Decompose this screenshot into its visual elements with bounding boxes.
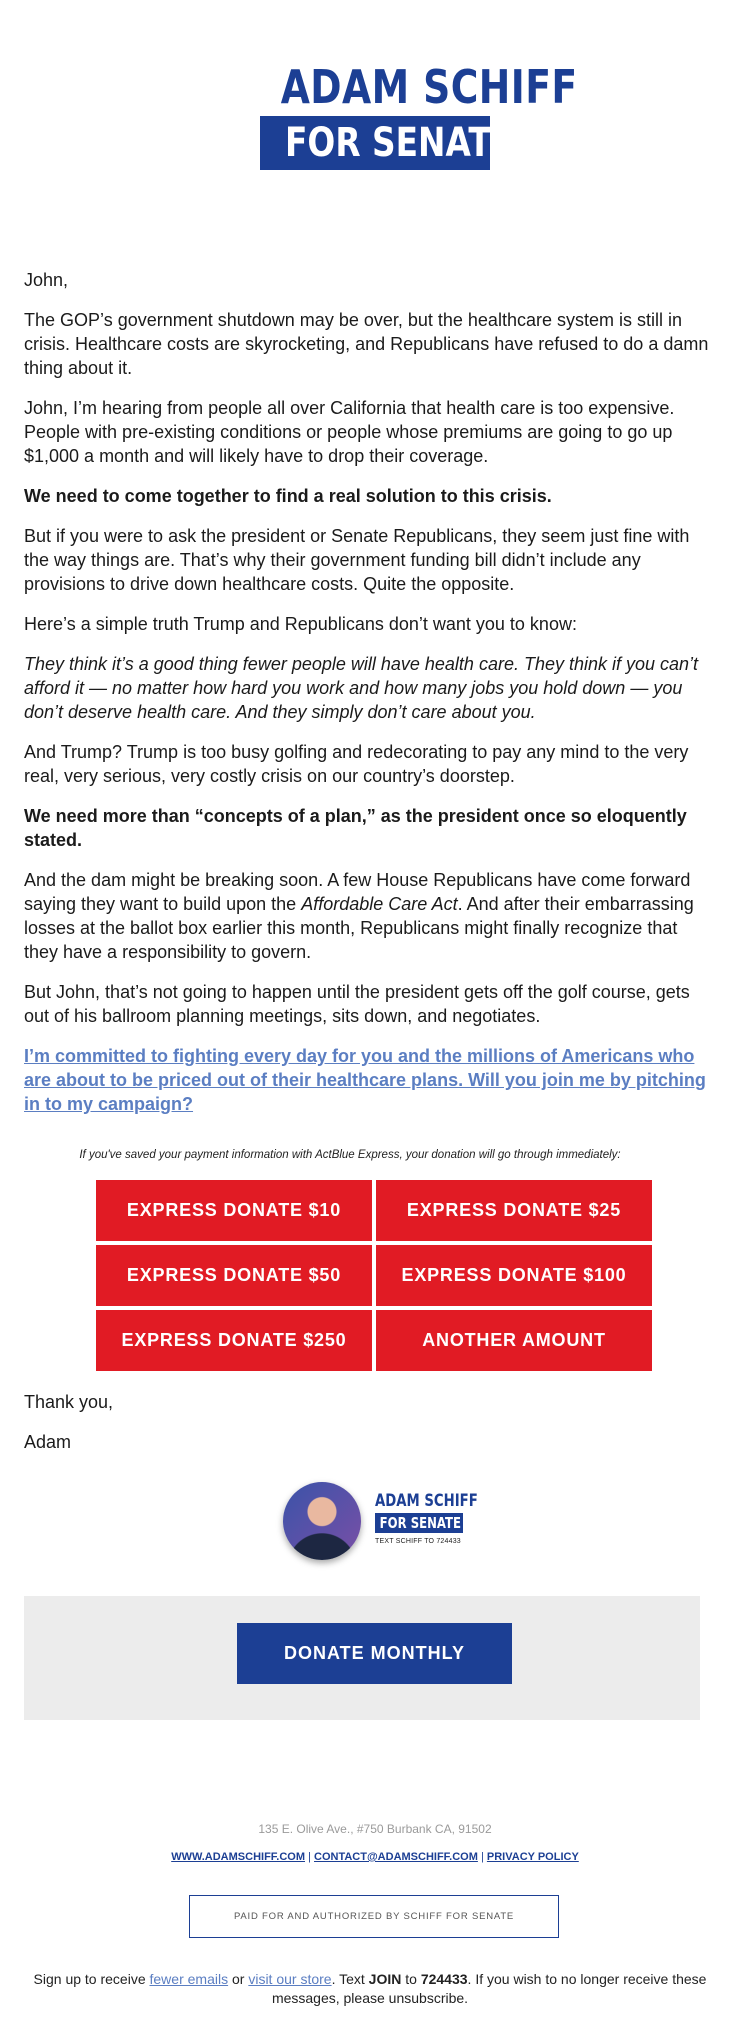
- paragraph-7: And Trump? Trump is too busy golfing and redecorating to pay any mind to the very real, very serious, very costly crisis on our country’s doorstep.: [24, 742, 689, 786]
- signup-text: [30, 1970, 710, 2008]
- donate-monthly-button[interactable]: DONATE MONTHLY: [237, 1623, 512, 1684]
- footer-links: [0, 1851, 750, 1863]
- signature-logo-banner: [375, 1513, 463, 1533]
- paragraph-10: But John, that’s not going to happen until the president gets off the golf course, gets out of his ballroom planning meetings, sits down, and negotiates.: [24, 982, 690, 1026]
- signup-text-3: . Text: [331, 1971, 369, 1987]
- signup-text-1: Sign up to receive: [33, 1971, 150, 1987]
- thank-you: Thank you,: [24, 1392, 114, 1412]
- email-body: [24, 268, 714, 1136]
- express-donate-250-button[interactable]: EXPRESS DONATE $250: [96, 1310, 372, 1371]
- avatar: [283, 1482, 361, 1560]
- express-donate-10-button[interactable]: EXPRESS DONATE $10: [96, 1180, 372, 1241]
- paragraph-1: The GOP’s government shutdown may be over, but the healthcare system is still in crisis. Healthcare costs are skyrocketing, and Republicans have refused to do a damn thing about it.: [24, 310, 709, 378]
- paragraph-9: [24, 868, 714, 964]
- actblue-disclaimer: If you've saved your payment information with ActBlue Express, your donation will go through immediately:: [79, 1149, 621, 1161]
- signature-logo-banner-text: FOR SENATE: [379, 1514, 462, 1532]
- separator: |: [308, 1851, 311, 1863]
- signup-text-5: . If you wish to no longer receive these messages, please unsubscribe.: [271, 1971, 707, 2006]
- separator: |: [480, 1851, 484, 1863]
- greeting: John,: [24, 270, 69, 290]
- paragraph-3-bold: We need to come together to find a real solution to this crisis.: [24, 486, 552, 506]
- paragraph-4: But if you were to ask the president or Senate Republicans, they seem just fine with the way things are. That’s why their government funding bill didn’t include any provisions to drive down healthcare costs. Quite the opposite.: [24, 526, 690, 594]
- join-keyword: JOIN: [368, 1971, 402, 1987]
- signature-text-cta: TEXT SCHIFF TO 724433: [375, 1538, 461, 1545]
- signup-text-4: to: [401, 1971, 421, 1987]
- cta-link[interactable]: I’m committed to fighting every day for you and the millions of Americans who are about to be priced out of their healthcare plans. Will you join me by pitching in to my campaign?: [24, 1046, 706, 1114]
- paragraph-6-italic: They think it’s a good thing fewer people will have health care. They think if you can’t afford it — no matter how hard you work and how many jobs you hold down — you don’t deserve health care. And they simply don’t care about you.: [24, 654, 699, 722]
- express-donate-25-button[interactable]: EXPRESS DONATE $25: [376, 1180, 652, 1241]
- contact-link[interactable]: CONTACT@ADAMSCHIFF.COM: [314, 1851, 478, 1863]
- paragraph-9-start: And the dam might be breaking soon. A few House Republicans have come forward saying they want to build upon the: [24, 870, 691, 914]
- paragraph-8-bold: We need more than “concepts of a plan,” as the president once so eloquently stated.: [24, 806, 687, 850]
- logo-name: ADAM SCHIFF: [280, 60, 578, 114]
- paragraph-5: Here’s a simple truth Trump and Republicans don’t want you to know:: [24, 614, 577, 634]
- privacy-link[interactable]: PRIVACY POLICY: [486, 1851, 579, 1863]
- paragraph-9-end: . And after their embarrassing losses at the ballot box earlier this month, Republicans might finally recognize that they have a responsibility to govern.: [24, 894, 694, 962]
- signoff: [24, 1390, 113, 1470]
- express-donate-100-button[interactable]: EXPRESS DONATE $100: [376, 1245, 652, 1306]
- signature-block: [283, 1482, 483, 1562]
- monthly-box: [24, 1596, 700, 1720]
- visit-store-link[interactable]: visit our store: [248, 1971, 332, 1987]
- paid-for-box: PAID FOR AND AUTHORIZED BY SCHIFF FOR SENATE: [189, 1895, 559, 1938]
- signature-logo-name: ADAM SCHIFF: [375, 1491, 478, 1511]
- aca-italic: Affordable Care Act: [301, 894, 458, 914]
- another-amount-button[interactable]: ANOTHER AMOUNT: [376, 1310, 652, 1371]
- campaign-logo: [260, 60, 578, 170]
- donate-grid: [96, 1180, 654, 1371]
- paragraph-2: John, I’m hearing from people all over California that health care is too expensive. People with pre-existing conditions or people whose premiums are going to go up $1,000 a month and will likely have to drop their coverage.: [24, 398, 675, 466]
- express-donate-50-button[interactable]: EXPRESS DONATE $50: [96, 1245, 372, 1306]
- sender-name: Adam: [24, 1432, 72, 1452]
- logo-banner-text: FOR SENATE: [285, 120, 514, 166]
- fewer-emails-link[interactable]: fewer emails: [149, 1971, 229, 1987]
- website-link[interactable]: WWW.ADAMSCHIFF.COM: [171, 1851, 306, 1863]
- signup-text-2: or: [228, 1971, 249, 1987]
- short-code: 724433: [420, 1971, 468, 1987]
- footer-address: 135 E. Olive Ave., #750 Burbank CA, 91502: [258, 1822, 492, 1836]
- signature-logo: [375, 1491, 478, 1545]
- logo-banner: [260, 116, 514, 170]
